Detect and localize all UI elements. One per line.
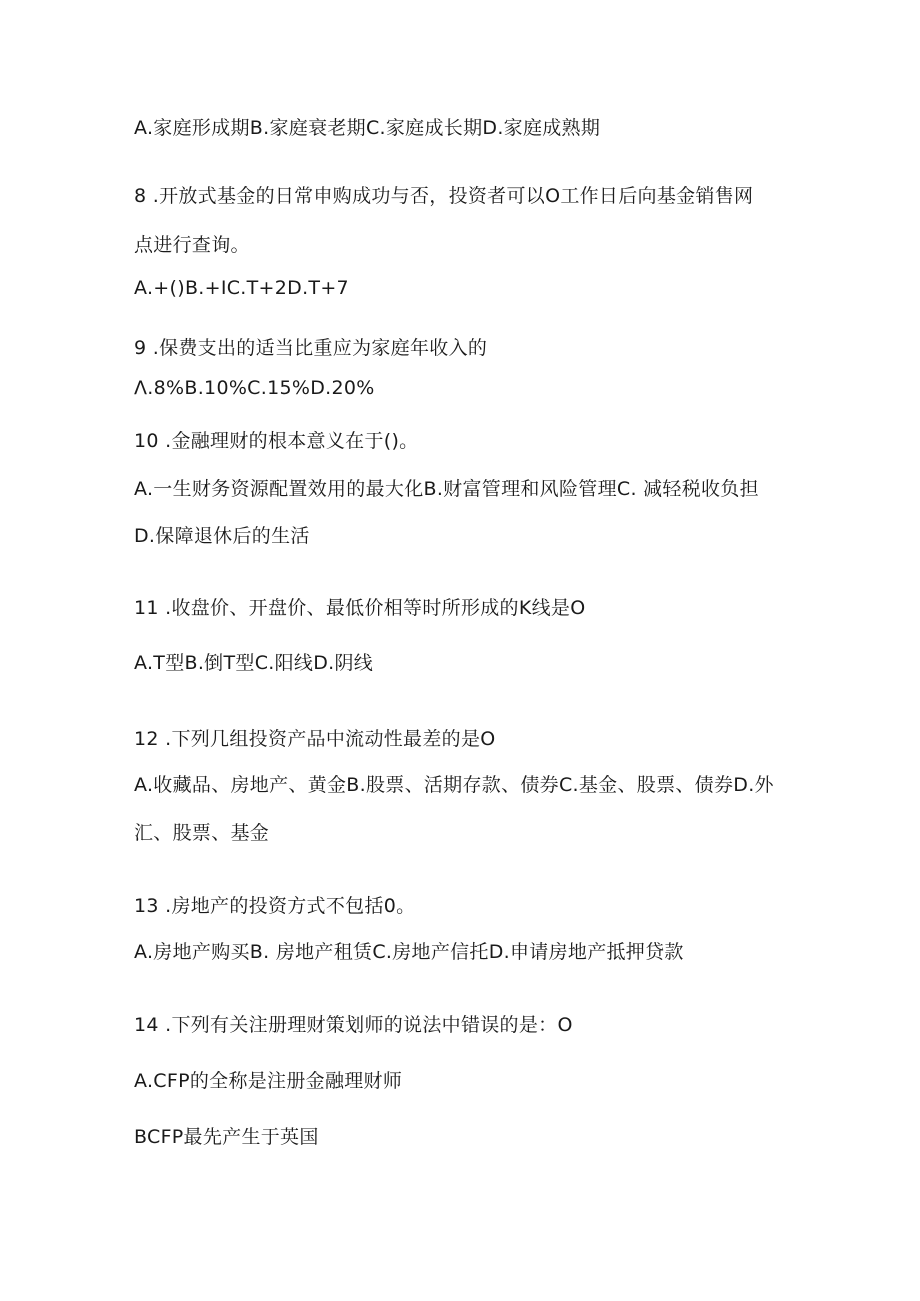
question-9: 9 .保费支出的适当比重应为家庭年收入的 xyxy=(134,337,488,359)
question-11: 11 .收盘价、开盘价、最低价相等时所形成的K线是O xyxy=(134,597,586,619)
option-line-q10-continued: D.保障退休后的生活 xyxy=(134,525,310,547)
option-line-q8: A.+()B.+IC.T+2D.T+7 xyxy=(134,277,349,299)
question-12: 12 .下列几组投资产品中流动性最差的是O xyxy=(134,728,496,750)
question-8-continued: 点进行查询。 xyxy=(134,234,250,256)
option-line-q12: A.收藏品、房地产、黄金B.股票、活期存款、债券C.基金、股票、债券D.外 xyxy=(134,774,774,796)
option-line-q9: Λ.8%B.10%C.15%D.20% xyxy=(134,377,375,399)
question-10: 10 .金融理财的根本意义在于()。 xyxy=(134,430,419,452)
option-line-q14-b: BCFP最先产生于英国 xyxy=(134,1126,319,1148)
option-line-q7: A.家庭形成期B.家庭衰老期C.家庭成长期D.家庭成熟期 xyxy=(134,117,601,139)
question-8: 8 .开放式基金的日常申购成功与否，投资者可以O工作日后向基金销售网 xyxy=(134,185,754,207)
option-line-q13: A.房地产购买B. 房地产租赁C.房地产信托D.申请房地产抵押贷款 xyxy=(134,941,684,963)
question-13: 13 .房地产的投资方式不包括0。 xyxy=(134,895,416,917)
option-line-q14-a: A.CFP的全称是注册金融理财师 xyxy=(134,1070,403,1092)
option-line-q12-continued: 汇、股票、基金 xyxy=(134,822,270,844)
question-14: 14 .下列有关注册理财策划师的说法中错误的是：O xyxy=(134,1014,573,1036)
option-line-q11: A.T型B.倒T型C.阳线D.阴线 xyxy=(134,652,374,674)
option-line-q10: A.一生财务资源配置效用的最大化B.财富管理和风险管理C. 减轻税收负担 xyxy=(134,478,759,500)
